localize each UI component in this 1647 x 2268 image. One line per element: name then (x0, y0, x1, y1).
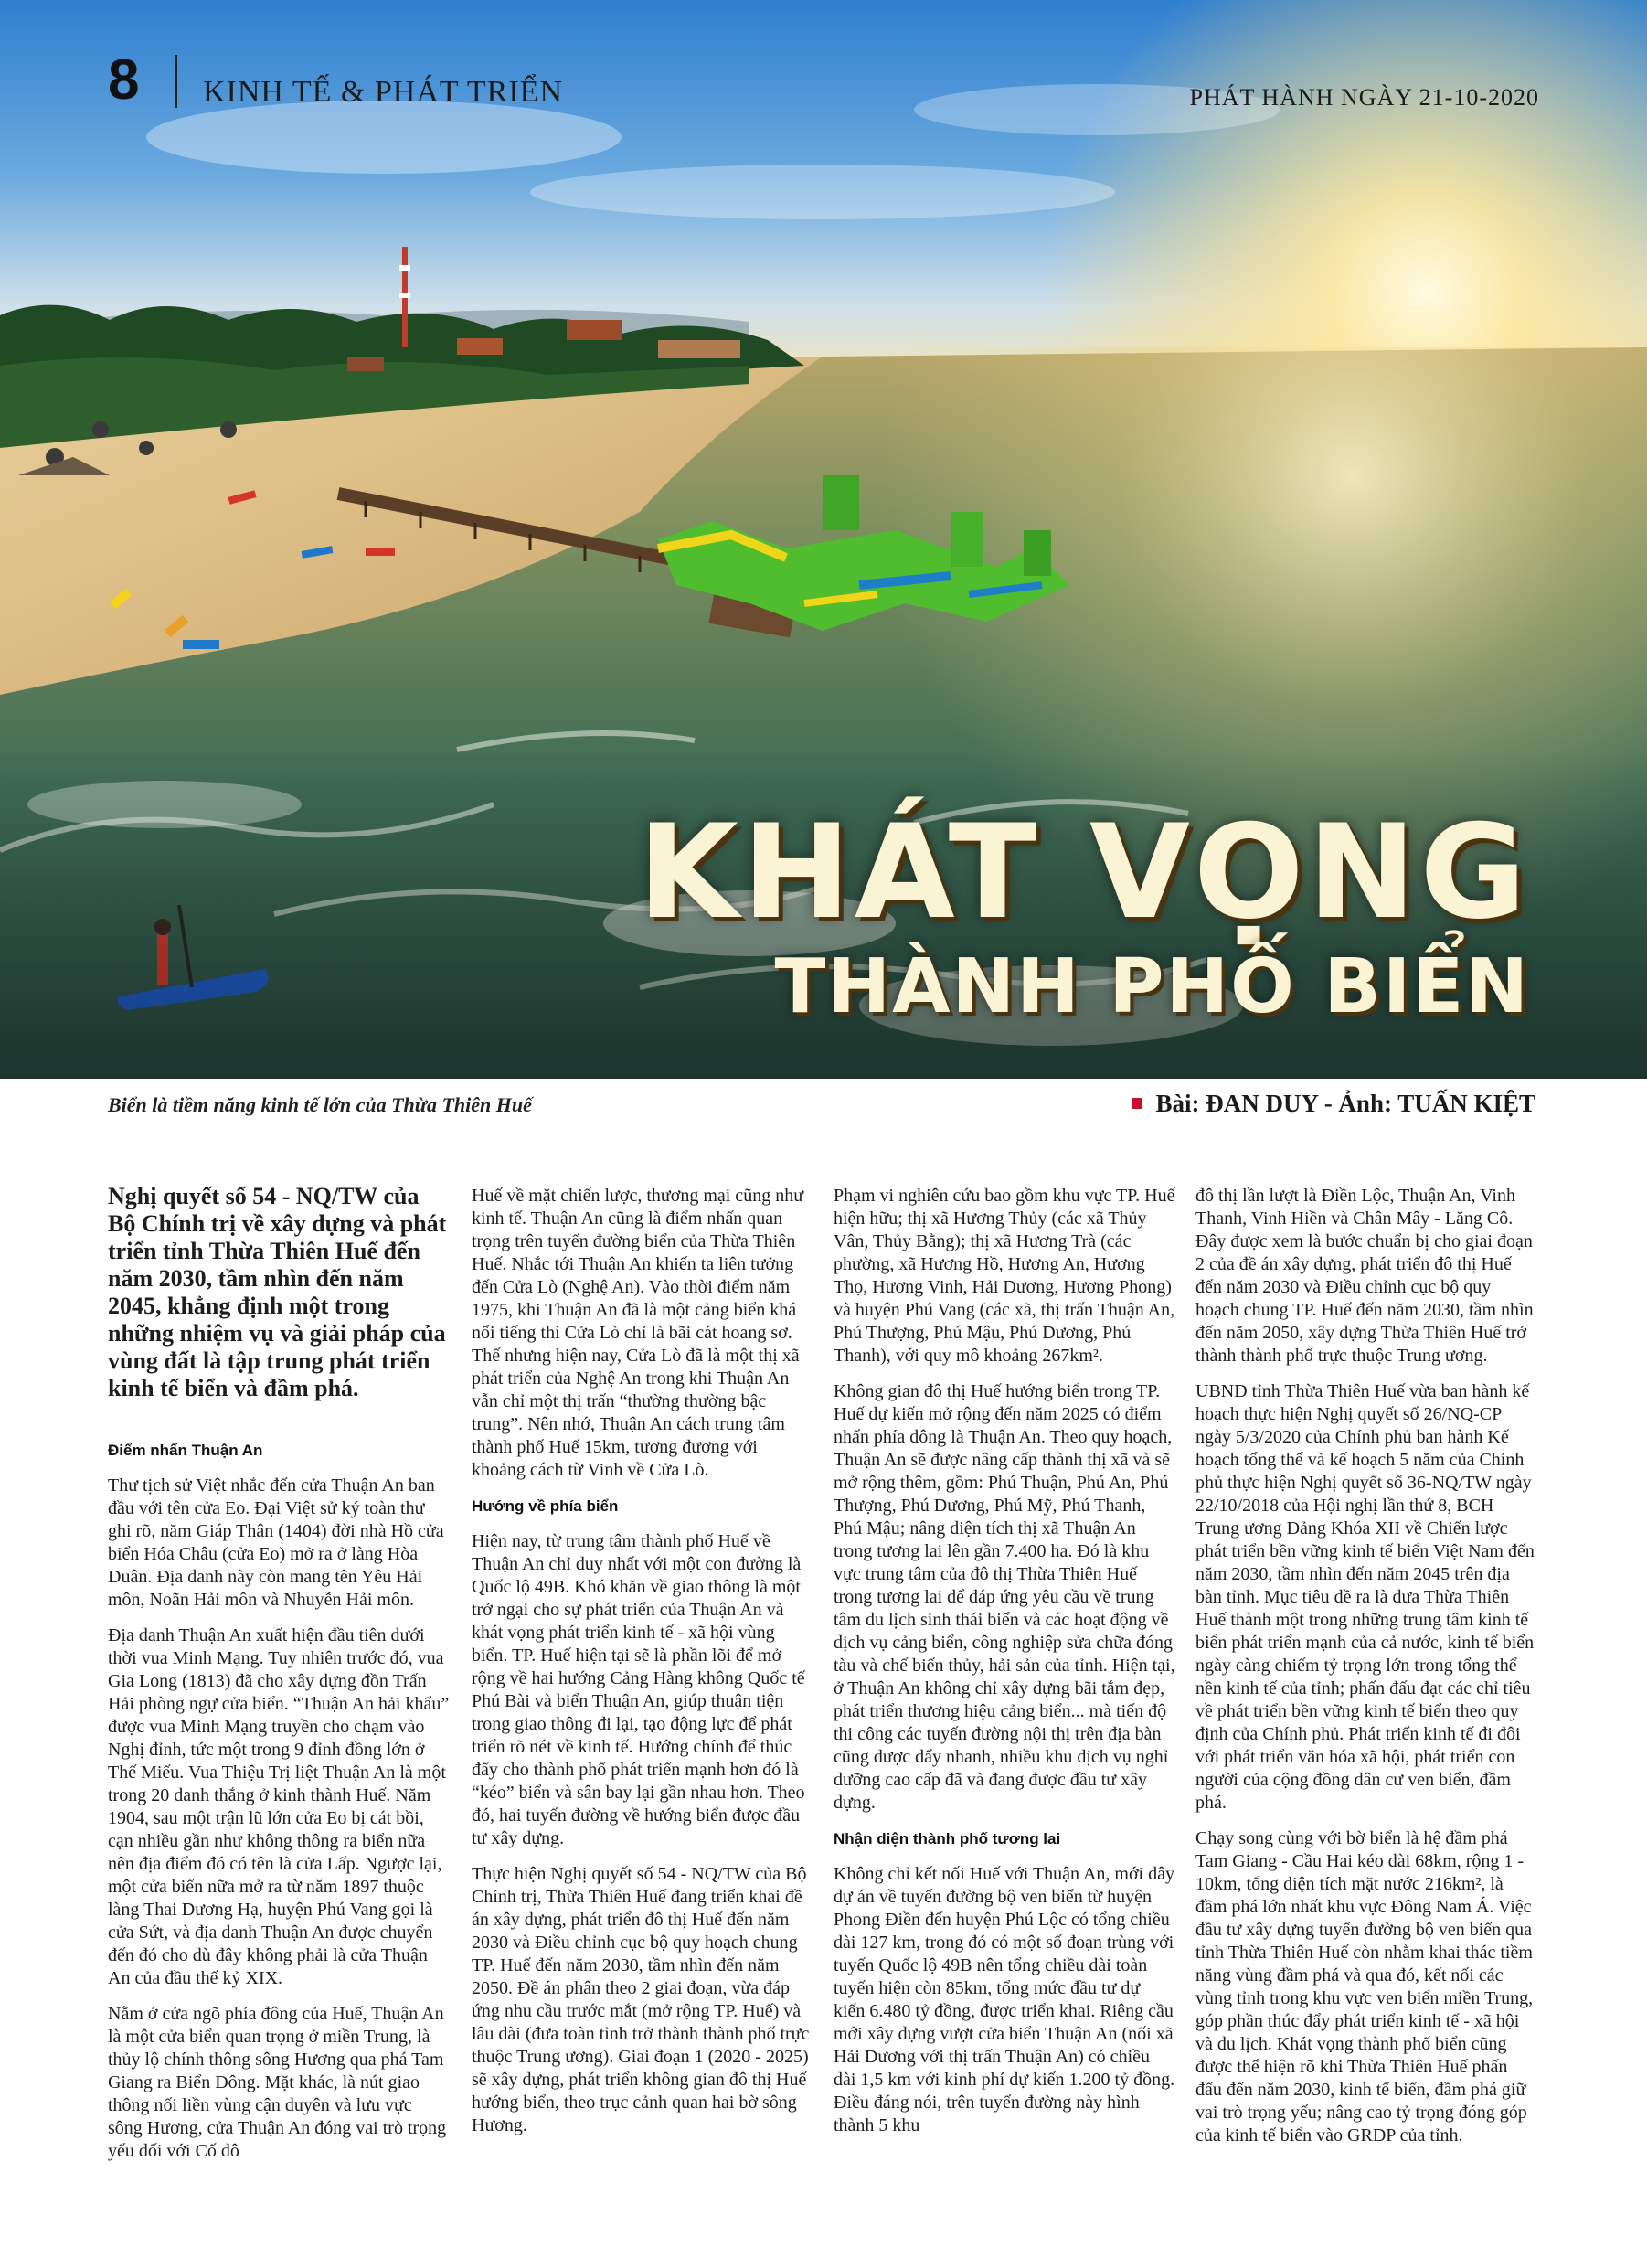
page-number: 8 (108, 48, 140, 112)
article-column-3 (834, 1185, 1175, 2236)
paragraph: UBND tỉnh Thừa Thiên Huế vừa ban hành kế hoạch thực hiện Nghị quyết số 26/NQ-CP ngày 5/3/2020 của Chính phủ ban hành Kế hoạch tổng thể và kế hoạch 5 năm của Chính phủ thực hiện Nghị quyết số 36-NQ/TW ngày 22/10/2018 của Hội nghị lần thứ 8, BCH Trung ương Đảng Khóa XII về Chiến lược phát triển bền vững kinh tế biển Việt Nam đến năm 2030, tầm nhìn đến năm 2045 trên địa bàn tỉnh. Mục tiêu đề ra là đưa Thừa Thiên Huế thành một trong những trung tâm kinh tế biển phát triển mạnh của cả nước, kinh tế biển ngày càng chiếm tỷ trọng lớn trong tổng thể nền kinh tế của tỉnh; phấn đấu đạt các chỉ tiêu về phát triển bền vững kinh tế biển theo quy định của Chính phủ. Phát triển kinh tế đi đôi với phát triển văn hóa xã hội, phát triển con người của cộng đồng dân cư ven biển, đầm phá. (1195, 1381, 1535, 1813)
paragraph: Nằm ở cửa ngõ phía đông của Huế, Thuận An là một cửa biển quan trọng ở miền Trung, là thủy lộ chính thông sông Hương qua phá Tam Giang ra Biển Đông. Mặt khác, là nút giao thông nối liền vùng cận duyên và lưu vực sông Hương, cửa Thuận An đóng vai trò trọng yếu đối với Cố đô (108, 2004, 447, 2161)
paragraph: đô thị lần lượt là Điền Lộc, Thuận An, Vinh Thanh, Vinh Hiền và Chân Mây - Lăng Cô. Đây được xem là bước chuẩn bị cho giai đoạn 2 của đề án xây dựng, phát triển đô thị Huế đến năm 2030 và Điều chỉnh cục bộ quy hoạch chung TP. Huế đến năm 2030, tầm nhìn đến năm 2050, xây dựng Thừa Thiên Huế trở thành thành phố trực thuộc Trung ương. (1195, 1186, 1534, 1366)
photo-caption: Biển là tiềm năng kinh tế lớn của Thừa Thiên Huế (108, 1093, 532, 1116)
article-column-4 (1195, 1185, 1537, 2236)
hero-photo (0, 0, 1647, 1079)
byline-bullet-icon (1132, 1098, 1142, 1109)
headline-line-2: THÀNH PHỐ BIỂN (774, 943, 1530, 1030)
header-divider (175, 55, 177, 108)
article-column-2 (472, 1185, 813, 2236)
paragraph: Huế về mặt chiến lược, thương mại cũng như kinh tế. Thuận An cũng là điểm nhấn quan trọng trên tuyến đường biển của Thừa Thiên Huế. Nhắc tới Thuận An khiến ta liên tưởng đến Cửa Lò (Nghệ An). Vào thời điểm năm 1975, khi Thuận An đã là một cảng biển khá nổi tiếng thì Cửa Lò chỉ là bãi cát hoang sơ. Thế nhưng hiện nay, Cửa Lò đã là một thị xã phát triển của Nghệ An trong khi Thuận An vẫn chỉ một thị trấn “thường thường bậc trung”. Nên nhớ, Thuận An cách trung tâm thành phố Huế 15km, tương đương với khoảng cách từ Vinh về Cửa Lò. (472, 1186, 804, 1480)
byline-text: Bài: ĐAN DUY - Ảnh: TUẤN KIỆT (1155, 1090, 1535, 1117)
article-lead: Nghị quyết số 54 - NQ/TW của Bộ Chính trị về xây dựng và phát triển tỉnh Thừa Thiên Huế đến năm 2030, tầm nhìn đến năm 2045, khẳng định một trong những nhiệm vụ và giải pháp của vùng đất là tập trung phát triển kinh tế biển và đầm phá. (108, 1183, 447, 1401)
paragraph: Không chỉ kết nối Huế với Thuận An, mới đây dự án về tuyến đường bộ ven biển từ huyện Phong Điền đến huyện Phú Lộc có tổng chiều dài 127 km, trong đó có một số đoạn trùng với tuyến Quốc lộ 49B nên tổng chiều dài toàn tuyến hiện còn 85km, tổng mức đầu tư dự kiến 6.480 tỷ đồng, được triển khai. Riêng cầu mới xây dựng vượt cửa biển Thuận An (nối xã Hải Dương với thị trấn Thuận An) có chiều dài 1,5 km với kinh phí dự kiến 1.200 tỷ đồng. Điều đáng nói, trên tuyến đường này hình thành 5 khu (834, 1864, 1175, 2135)
paragraph: Thư tịch sử Việt nhắc đến cửa Thuận An ban đầu với tên cửa Eo. Đại Việt sử ký toàn thư ghi rõ, năm Giáp Thân (1404) đời nhà Hồ cửa biển Hóa Châu (cửa Eo) mở ra ở làng Hòa Duân. Địa danh này còn mang tên Yêu Hải môn, Noãn Hải môn và Nhuyễn Hải môn. (108, 1475, 444, 1610)
paragraph: Địa danh Thuận An xuất hiện đầu tiên dưới thời vua Minh Mạng. Tuy nhiên trước đó, vua Gia Long (1813) đã cho xây dựng đồn Trấn Hải phòng ngự cửa biển. “Thuận An hải khẩu” được vua Minh Mạng truyền cho chạm vào Nghị đỉnh, tức một trong 9 đỉnh đồng lớn ở Thế Miếu. Vua Thiệu Trị liệt Thuận An là một trong 20 danh thắng ở kinh thành Huế. Năm 1904, sau một trận lũ lớn cửa Eo bị cát bồi, cạn nhiều gần như không thông ra biển nữa nên địa điểm đó có tên là cửa Lấp. Ngược lại, một cửa biển nữa mở ra từ năm 1897 thuộc làng Thai Dương Hạ, huyện Phú Vang gọi là cửa Sứt, và địa danh Thuận An được chuyển đến đó cho dù đây không phải là cửa Thuận An của đầu thế kỷ XIX. (108, 1625, 450, 1988)
byline (1132, 1090, 1535, 1118)
headline (637, 797, 1530, 1033)
paragraph: Chạy song cùng với bờ biển là hệ đầm phá Tam Giang - Cầu Hai kéo dài 68km, rộng 1 - 10km, tổng diện tích mặt nước 216km², là đầm phá lớn nhất khu vực Đông Nam Á. Việc đầu tư xây dựng tuyến đường bộ ven biển qua tỉnh Thừa Thiên Huế còn nhằm khai thác tiềm năng vùng đầm phá và qua đó, kết nối các vùng tỉnh trong khu vực ven biển miền Trung, góp phần thúc đẩy phát triển kinh tế - xã hội và du lịch. Khát vọng thành phố biển cũng được thể hiện rõ khi Thừa Thiên Huế phấn đấu đến năm 2030, kinh tế biển, đầm phá giữ vai trò trọng yếu; nâng cao tỷ trọng đóng góp của kinh tế biển vào GRDP của tỉnh. (1195, 1828, 1534, 2146)
subhead-thuan-an: Điểm nhấn Thuận An (108, 1442, 263, 1459)
headline-line-1: KHÁT VỌNG (637, 797, 1530, 948)
paragraph: Không gian đô thị Huế hướng biển trong TP. Huế dự kiến mở rộng đến năm 2025 có điểm nhấn phía đông là Thuận An. Theo quy hoạch, Thuận An sẽ được nâng cấp thành thị xã và sẽ mở rộng thêm, gồm: Phú Thuận, Phú An, Phú Thượng, Phú Dương, Phú Mỹ, Phú Thanh, Phú Mậu; nâng diện tích thị xã Thuận An trong tương lai lên gần 7.400 ha. Đó là khu vực trung tâm của đô thị Thừa Thiên Huế trong tương lai để đáp ứng yêu cầu về trung tâm du lịch sinh thái biển và các hoạt động về dịch vụ cảng biển, công nghiệp sửa chữa đóng tàu và chế biến thủy, hải sản của tỉnh. Hiện tại, ở Thuận An không chỉ xây dựng bãi tắm đẹp, phát triển thương hiệu cảng biển... mà tiến độ thi công các tuyến đường nội thị trên địa bàn cũng được đẩy nhanh, nhiều khu dịch vụ nghỉ dưỡng cao cấp đã và đang được đầu tư xây dựng. (834, 1381, 1175, 1813)
paragraph: Thực hiện Nghị quyết số 54 - NQ/TW của Bộ Chính trị, Thừa Thiên Huế đang triển khai đề án xây dựng, phát triển đô thị Huế đến năm 2030 và Điều chỉnh cục bộ quy hoạch chung TP. Huế đến năm 2030, tầm nhìn đến năm 2050. Đề án phân theo 2 giai đoạn, vừa đáp ứng nhu cầu trước mắt (mở rộng TP. Huế) và lâu dài (đưa toàn tỉnh trở thành thành phố trực thuộc Trung ương). Giai đoạn 1 (2020 - 2025) sẽ xây dựng, phát triển không gian đô thị Huế hướng biển, theo trục cảnh quan hai bờ sông Hương. (472, 1864, 810, 2135)
subhead-thanh-pho-tuong-lai: Nhận diện thành phố tương lai (834, 1830, 1061, 1847)
paragraph: Hiện nay, từ trung tâm thành phố Huế về Thuận An chỉ duy nhất với một con đường là Quốc lộ 49B. Khó khăn về giao thông là một trở ngại cho sự phát triển của Thuận An và khát vọng phát triển kinh tế - xã hội vùng biển. TP. Huế hiện tại sẽ là phần lõi để mở rộng về hai hướng Cảng Hàng không Quốc tế Phú Bài và biển Thuận An, giúp thuận tiện trong giao thông đi lại, tạo động lực để phát triển rõ nét về kinh tế. Hướng chính để thúc đẩy cho thành phố phát triển mạnh hơn đó là “kéo” biển và sân bay lại gần nhau hơn. Theo đó, hai tuyến đường về hướng biển được đầu tư xây dựng. (472, 1531, 805, 1848)
section-title: KINH TẾ & PHÁT TRIỂN (203, 75, 563, 109)
article-column-1 (108, 1183, 450, 2234)
subhead-huong-ve-bien: Hướng về phía biển (472, 1497, 619, 1515)
paragraph: Phạm vi nghiên cứu bao gồm khu vực TP. Huế hiện hữu; thị xã Hương Thủy (các xã Thủy Vân, Thủy Bằng); thị xã Hương Trà (các phường, xã Hương Hồ, Hương An, Hương Thọ, Hương Vinh, Hải Dương, Hương Phong) và huyện Phú Vang (các xã, thị trấn Thuận An, Phú Thượng, Phú Mậu, Phú Dương, Phú Thanh), với quy mô khoảng 267km². (834, 1186, 1175, 1366)
issue-date: PHÁT HÀNH NGÀY 21-10-2020 (1189, 84, 1539, 111)
